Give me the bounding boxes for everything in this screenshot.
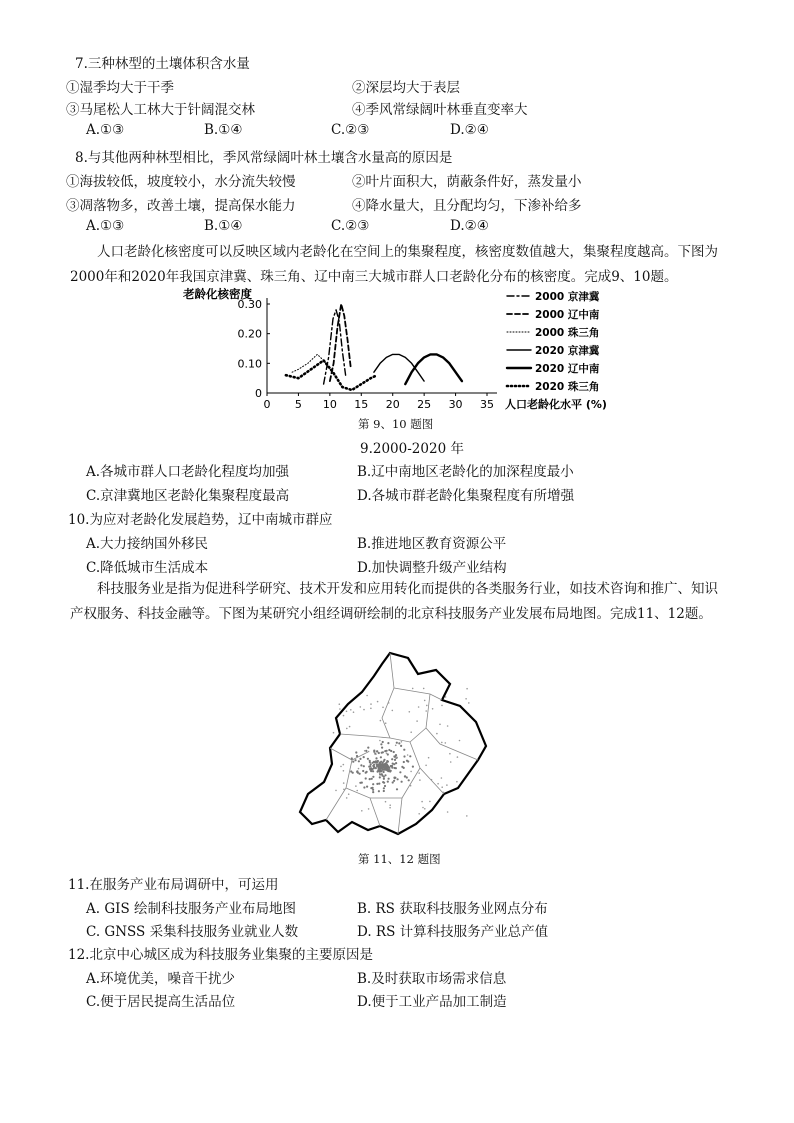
q11-option-a[interactable]: A. GIS 绘制科技服务产业布局地图 — [86, 901, 296, 917]
outlet-dot — [360, 764, 362, 766]
outlet-dot — [354, 759, 356, 761]
q11-option-b[interactable]: B. RS 获取科技服务业网点分布 — [357, 901, 548, 917]
outlet-dot — [418, 772, 420, 774]
outlet-dot — [369, 769, 371, 771]
outlet-dot — [381, 765, 383, 767]
q10-option-c[interactable]: C.降低城市生活成本 — [86, 560, 209, 576]
q8-statement-2: ②叶片面积大，荫蔽条件好，蒸发量小 — [352, 174, 582, 190]
outlet-dot — [358, 760, 360, 762]
x-tick-label: 15 — [354, 398, 369, 411]
outlet-dot — [410, 731, 412, 733]
outlet-dot — [367, 758, 369, 760]
outlet-dot — [346, 797, 348, 799]
outlet-dot — [466, 815, 468, 817]
x-tick-label: 10 — [322, 398, 337, 411]
outlet-dot — [409, 711, 411, 713]
outlet-dot — [447, 811, 449, 813]
q9-option-d[interactable]: D.各城市群老龄化集聚程度有所增强 — [357, 488, 575, 504]
outlet-dot — [425, 710, 427, 712]
q7-option-b[interactable]: B.①④ — [204, 122, 243, 138]
outlet-dot — [391, 767, 393, 769]
x-tick-label: 30 — [448, 398, 463, 411]
outlet-dot — [386, 752, 388, 754]
outlet-dot — [412, 688, 414, 690]
outlet-dot — [350, 709, 352, 711]
outlet-dot — [385, 722, 387, 724]
beijing-tech-service-map — [290, 648, 510, 848]
outlet-dot — [376, 750, 378, 752]
q10-option-d[interactable]: D.加快调整升级产业结构 — [357, 560, 507, 576]
outlet-dot — [365, 777, 367, 779]
outlet-dot — [351, 757, 353, 759]
outlet-dot — [346, 728, 348, 730]
outlet-dot — [335, 790, 337, 792]
legend-label: 2000 京津冀 — [535, 291, 600, 303]
outlet-dot — [418, 706, 420, 708]
outlet-dot — [423, 688, 425, 690]
legend-label: 2020 珠三角 — [535, 381, 600, 393]
outlet-dot — [380, 756, 382, 758]
outlet-dot — [363, 709, 365, 711]
outlet-dot — [395, 762, 397, 764]
outlet-dot — [446, 784, 448, 786]
outlet-dot — [343, 789, 345, 791]
outlet-dot — [389, 804, 391, 806]
outlet-dot — [377, 771, 379, 773]
outlet-dot — [356, 770, 358, 772]
outlet-dot — [382, 741, 384, 743]
x-tick-label: 35 — [480, 398, 494, 411]
outlet-dot — [343, 782, 345, 784]
outlet-dot — [352, 761, 354, 763]
outlet-dot — [401, 741, 403, 743]
outlet-dot — [449, 753, 451, 755]
outlet-dot — [393, 751, 395, 753]
outlet-dot — [377, 763, 379, 765]
outlet-dot — [383, 787, 385, 789]
x-axis-label: 人口老龄化水平 (%) — [505, 398, 607, 411]
outlet-dot — [401, 781, 403, 783]
q9-option-b[interactable]: B.辽中南地区老龄化的加深程度最小 — [357, 464, 574, 480]
q12-stem: 12.北京中心城区成为科技服务业集聚的主要原因是 — [68, 947, 373, 963]
outlet-dot — [391, 758, 393, 760]
intro-questions-11-12: 科技服务业是指为促进科学研究、技术开发和应用转化而提供的各类服务行业，如技术咨询和推广、知识产权服务、科技金融等。下图为某研究小组经调研绘制的北京科技服务产业发展布局地图。完成11、12题。 — [70, 581, 718, 622]
outlet-dot — [380, 743, 382, 745]
outlet-dot — [377, 701, 379, 703]
outlet-dot — [457, 756, 459, 758]
outlet-dot — [384, 750, 386, 752]
outlet-dot — [355, 751, 357, 753]
outlet-dot — [386, 760, 388, 762]
outlet-dot — [390, 770, 392, 772]
outlet-dot — [376, 760, 378, 762]
outlet-dot — [366, 786, 368, 788]
outlet-dot — [392, 763, 394, 765]
outlet-dot — [372, 789, 374, 791]
legend-label: 2020 辽中南 — [535, 363, 600, 375]
figure-9-10-caption: 第 9、10 题图 — [358, 417, 434, 431]
aging-kernel-density-chart — [175, 282, 635, 432]
legend-label: 2000 辽中南 — [535, 309, 600, 321]
intro-questions-9-10: 人口老龄化核密度可以反映区域内老龄化在空间上的集聚程度，核密度数值越大，集聚程度越高。下图为2000年和2020年我国京津冀、珠三角、辽中南三大城市群人口老龄化分布的核密度。完成9、10题。 — [70, 244, 718, 285]
outlet-dot — [416, 720, 418, 722]
q7-stem: 7.三种林型的土壤体积含水量 — [75, 56, 250, 72]
outlet-dot — [379, 762, 381, 764]
outlet-dot — [350, 770, 352, 772]
series-line — [330, 304, 351, 381]
outlet-dot — [441, 786, 443, 788]
outlet-dot — [395, 745, 397, 747]
q8-statement-1: ①海拔较低，坡度较小，水分流失较慢 — [66, 174, 296, 190]
outlet-dot — [383, 760, 385, 762]
q8-statement-3: ③凋落物多，改善土壤，提高保水能力 — [66, 198, 296, 214]
outlet-dot — [361, 782, 363, 784]
outlet-dot — [403, 755, 405, 757]
outlet-dot — [369, 778, 371, 780]
outlet-dot — [388, 749, 390, 751]
q12-option-a[interactable]: A.环境优美，噪音干扰少 — [86, 971, 236, 987]
outlet-dot — [353, 711, 355, 713]
outlet-dot — [445, 696, 447, 698]
q9-stem: 9.2000-2020 年 — [360, 441, 464, 457]
figure-11-12-caption: 第 11、12 题图 — [358, 852, 441, 866]
outlet-dot — [379, 769, 381, 771]
outlet-dot — [369, 760, 371, 762]
outlet-dot — [365, 750, 367, 752]
outlet-dot — [407, 754, 409, 756]
q12-option-b[interactable]: B.及时获取市场需求信息 — [357, 971, 507, 987]
outlet-dot — [398, 742, 400, 744]
outlet-dot — [379, 773, 381, 775]
outlet-dot — [396, 742, 398, 744]
outlet-dot — [343, 715, 345, 717]
x-tick-label: 5 — [294, 398, 302, 411]
outlet-dot — [378, 752, 380, 754]
outlet-dot — [383, 776, 385, 778]
q8-option-d[interactable]: D.②④ — [450, 218, 489, 234]
outlet-dot — [333, 732, 335, 734]
outlet-dot — [459, 740, 461, 742]
outlet-dot — [392, 781, 394, 783]
q8-option-c[interactable]: C.②③ — [331, 218, 370, 234]
q7-option-c[interactable]: C.②③ — [331, 122, 370, 138]
outlet-dot — [466, 688, 468, 690]
outlet-dot — [439, 724, 441, 726]
q7-statement-3: ③马尾松人工林大于针阔混交林 — [66, 102, 255, 118]
q9-option-a[interactable]: A.各城市群人口老龄化程度均加强 — [86, 464, 290, 480]
x-tick-label: 0 — [263, 398, 271, 411]
outlet-dot — [432, 708, 434, 710]
y-tick-label: 0.20 — [237, 327, 262, 341]
outlet-dot — [395, 757, 397, 759]
q10-stem: 10.为应对老龄化发展趋势，辽中南城市群应 — [68, 512, 333, 528]
outlet-dot — [426, 705, 428, 707]
outlet-dot — [425, 765, 427, 767]
outlet-dot — [346, 711, 348, 713]
q11-stem: 11.在服务产业布局调研中，可运用 — [68, 877, 279, 893]
outlet-dot — [378, 790, 380, 792]
outlet-dot — [450, 761, 452, 763]
outlet-dot — [360, 706, 362, 708]
outlet-dot — [436, 733, 438, 735]
outlet-dot — [372, 776, 374, 778]
outlet-dot — [364, 750, 366, 752]
q8-stem: 8.与其他两种林型相比，季风常绿阔叶林土壤含水量高的原因是 — [75, 150, 453, 166]
outlet-dot — [365, 772, 367, 774]
outlet-dot — [361, 810, 363, 812]
outlet-dot — [376, 783, 378, 785]
outlet-dot — [441, 777, 443, 779]
outlet-dot — [447, 725, 449, 727]
outlet-dot — [355, 785, 357, 787]
outlet-dot — [404, 775, 406, 777]
outlet-dot — [356, 755, 358, 757]
outlet-dot — [372, 770, 374, 772]
outlet-dot — [385, 768, 387, 770]
q8-option-b[interactable]: B.①④ — [204, 218, 243, 234]
outlet-dot — [372, 783, 374, 785]
outlet-dot — [429, 801, 431, 803]
outlet-dot — [381, 763, 383, 765]
outlet-dot — [428, 757, 430, 759]
outlet-dot — [392, 710, 394, 712]
outlet-dot — [419, 779, 421, 781]
outlet-dot — [393, 755, 395, 757]
outlet-dot — [343, 770, 345, 772]
outlet-dot — [397, 778, 399, 780]
q11-option-c[interactable]: C. GNSS 采集科技服务业就业人数 — [86, 924, 299, 940]
outlet-dot — [379, 776, 381, 778]
outlet-dot — [383, 790, 385, 792]
outlet-dot — [456, 781, 458, 783]
outlet-dot — [385, 801, 387, 803]
legend-label: 2020 京津冀 — [535, 345, 600, 357]
outlet-dot — [383, 771, 385, 773]
outlet-dot — [370, 763, 372, 765]
q7-option-d[interactable]: D.②④ — [450, 122, 489, 138]
outlet-dot — [368, 808, 370, 810]
outlet-dot — [382, 781, 384, 783]
outlet-dot — [378, 767, 380, 769]
outlet-dot — [388, 702, 390, 704]
outlet-dot — [378, 783, 380, 785]
outlet-dot — [441, 742, 443, 744]
x-tick-label: 25 — [417, 398, 432, 411]
outlet-dot — [371, 778, 373, 780]
outlet-dot — [373, 751, 375, 753]
q12-option-c[interactable]: C.便于居民提高生活品位 — [86, 994, 236, 1010]
outlet-dot — [424, 808, 426, 810]
outlet-dot — [383, 765, 385, 767]
outlet-dot — [441, 705, 443, 707]
outlet-dot — [421, 801, 423, 803]
x-tick-label: 20 — [385, 398, 400, 411]
outlet-dot — [387, 781, 389, 783]
outlet-dot — [375, 754, 377, 756]
outlet-dot — [394, 767, 396, 769]
outlet-dot — [431, 779, 433, 781]
outlet-dot — [363, 756, 365, 758]
outlet-dot — [366, 695, 368, 697]
y-tick-label: 0 — [255, 387, 262, 400]
outlet-dot — [393, 777, 395, 779]
q9-option-c[interactable]: C.京津冀地区老龄化集聚程度最高 — [86, 488, 290, 504]
outlet-dot — [339, 703, 341, 705]
outlet-dot — [381, 752, 383, 754]
series-line — [286, 360, 377, 390]
outlet-dot — [369, 765, 371, 767]
q8-statement-4: ④降水量大，且分配均匀，下渗补给多 — [352, 198, 582, 214]
outlet-dot — [368, 751, 370, 753]
outlet-dot — [410, 785, 412, 787]
outlet-dot — [437, 783, 439, 785]
outlet-dot — [412, 766, 414, 768]
outlet-dot — [381, 747, 383, 749]
outlet-dot — [379, 740, 381, 742]
outlet-dot — [383, 778, 385, 780]
y-tick-label: 0.10 — [237, 357, 262, 371]
q12-option-d[interactable]: D.便于工业产品加工制造 — [357, 994, 507, 1010]
outlet-dot — [358, 768, 360, 770]
outlet-dot — [385, 764, 387, 766]
outlet-dot — [403, 749, 405, 751]
q7-option-a[interactable]: A.①③ — [86, 122, 125, 138]
outlet-dot — [380, 720, 382, 722]
outlet-dot — [356, 790, 358, 792]
outlet-dot — [384, 774, 386, 776]
q10-option-b[interactable]: B.推进地区教育资源公平 — [357, 536, 507, 552]
series-line — [405, 354, 462, 384]
outlet-dot — [465, 698, 467, 700]
q11-option-d[interactable]: D. RS 计算科技服务产业总产值 — [357, 924, 549, 940]
outlet-dot — [410, 771, 412, 773]
outlet-dot — [403, 761, 405, 763]
outlet-dot — [399, 771, 401, 773]
outlet-dot — [370, 708, 372, 710]
outlet-dot — [349, 726, 351, 728]
y-tick-label: 0.30 — [237, 298, 262, 311]
outlet-dot — [381, 773, 383, 775]
outlet-dot — [403, 767, 405, 769]
outlet-dot — [340, 766, 342, 768]
q7-statement-4: ④季风常绿阔叶林垂直变率大 — [352, 102, 528, 118]
outlet-dot — [370, 787, 372, 789]
outlet-dot — [363, 786, 365, 788]
outlet-dot — [372, 791, 374, 793]
outlet-dot — [407, 760, 409, 762]
q7-statement-1: ①湿季均大于干季 — [66, 80, 174, 96]
outlet-dot — [367, 747, 369, 749]
outlet-dot — [424, 700, 426, 702]
outlet-dot — [372, 765, 374, 767]
outlet-dot — [363, 765, 365, 767]
outlet-dot — [396, 788, 398, 790]
outlet-dot — [409, 755, 411, 757]
outlet-dot — [394, 759, 396, 761]
outlet-dot — [359, 758, 361, 760]
outlet-dot — [387, 742, 389, 744]
outlet-dot — [408, 779, 410, 781]
q7-statement-2: ②深层均大于表层 — [352, 80, 460, 96]
outlet-dot — [400, 745, 402, 747]
outlet-dot — [339, 708, 341, 710]
outlet-dot — [348, 793, 350, 795]
outlet-dot — [389, 807, 391, 809]
outlet-dot — [382, 707, 384, 709]
outlet-dot — [343, 764, 345, 766]
outlet-dot — [384, 785, 386, 787]
outlet-dot — [373, 761, 375, 763]
outlet-dot — [445, 742, 447, 744]
outlet-dot — [468, 702, 470, 704]
q8-option-a[interactable]: A.①③ — [86, 218, 125, 234]
outlet-dot — [388, 778, 390, 780]
outlet-dot — [370, 703, 372, 705]
outlet-dot — [362, 770, 364, 772]
q10-option-a[interactable]: A.大力接纳国外移民 — [86, 536, 209, 552]
outlet-dot — [393, 780, 395, 782]
outlet-dot — [422, 807, 424, 809]
outlet-dot — [375, 757, 377, 759]
outlet-dot — [442, 792, 444, 794]
outlet-dot — [418, 813, 420, 815]
y-axis-label: 老龄化核密度 — [183, 287, 252, 301]
series-line — [374, 354, 424, 381]
legend-label: 2000 珠三角 — [535, 327, 600, 339]
